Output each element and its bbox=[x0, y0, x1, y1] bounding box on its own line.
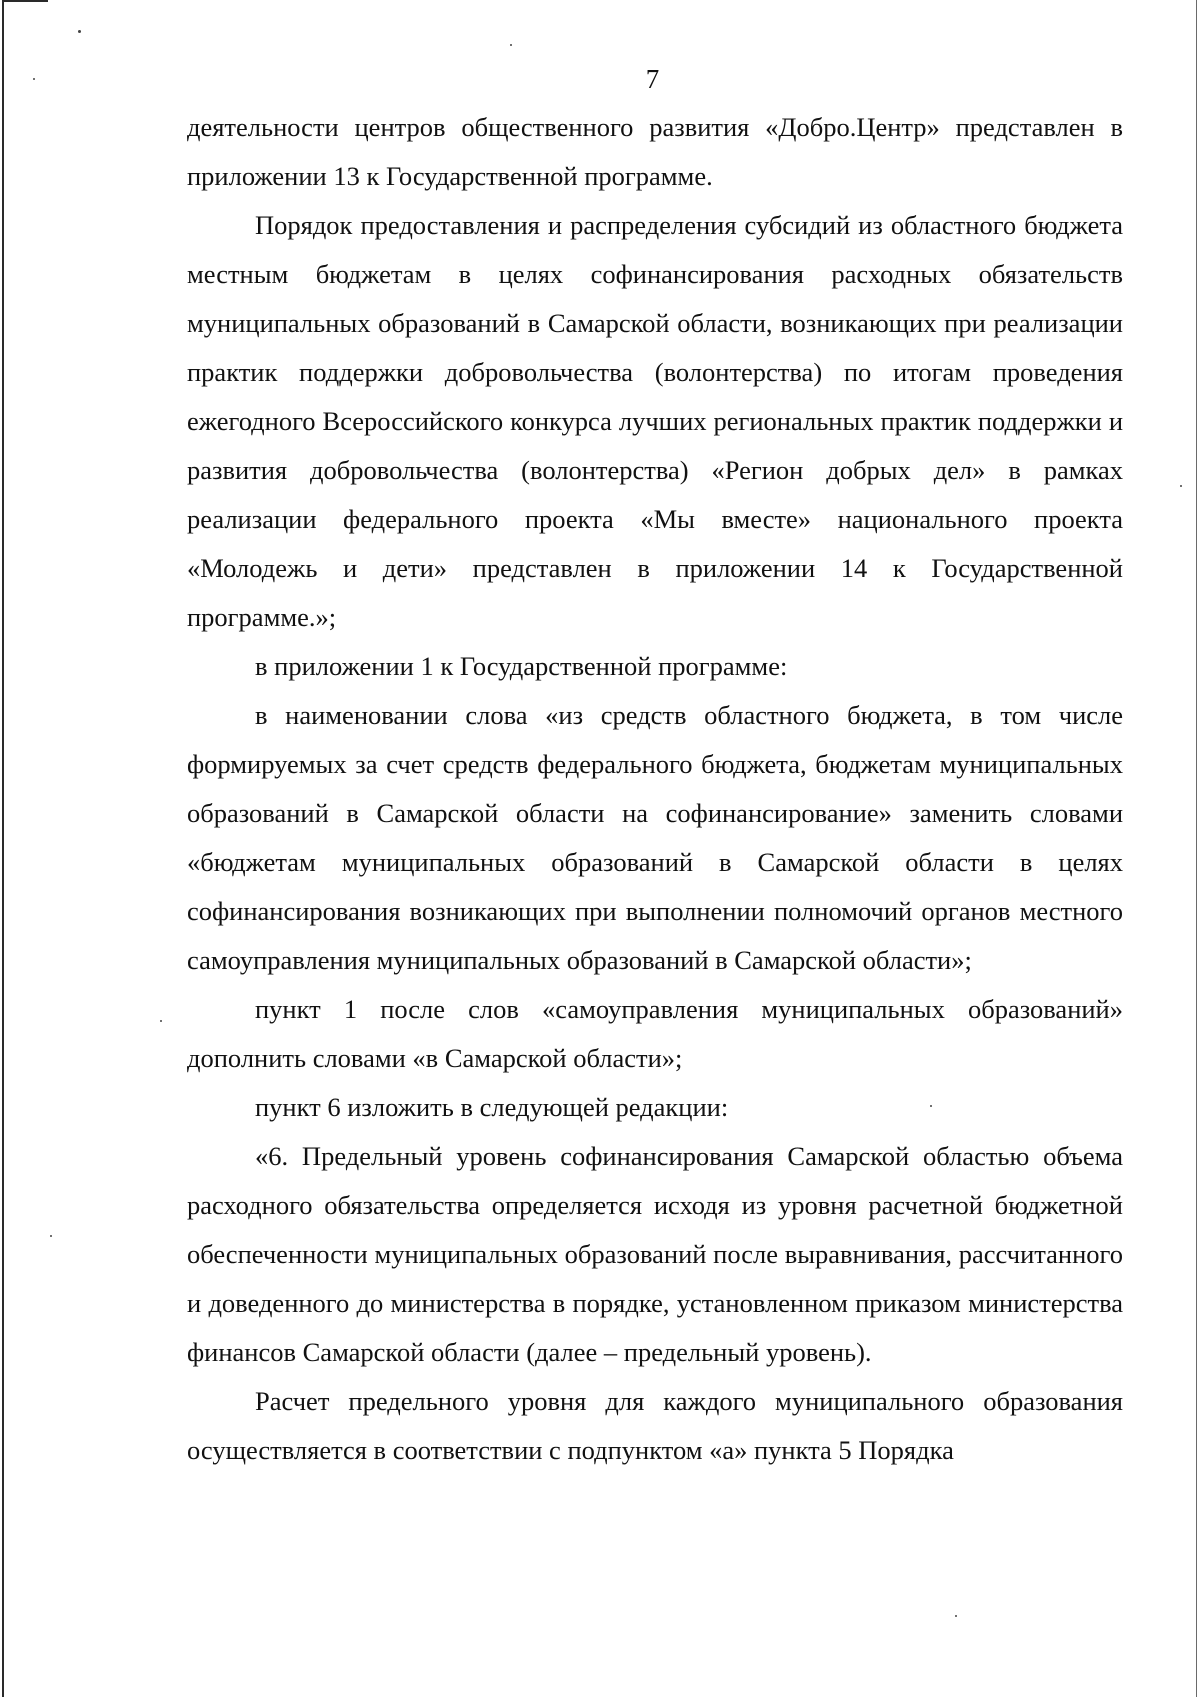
scan-speck bbox=[510, 44, 512, 46]
paragraph: Порядок предоставления и распределения субсидий из областного бюджета местным бюджетам в целях софинансирования расходных обязательств муниципальных образований в Самарской области, возникающих при реализации практик поддержки добровольчества (волонтерства) по итогам проведения ежегодного Всероссийского конкурса лучших региональных практик поддержки и развития добровольчества (волонтерства) «Регион добрых дел» в рамках реализации федерального проекта «Мы вместе» национального проекта «Молодежь и дети» представлен в приложении 14 к Государственной программе.»; bbox=[187, 210, 1123, 632]
scan-speck bbox=[955, 1615, 957, 1617]
document-body bbox=[187, 103, 1123, 1475]
paragraph: в приложении 1 к Государственной программе: bbox=[255, 651, 788, 681]
page-number: 7 bbox=[645, 64, 660, 94]
paragraph-continuation: деятельности центров общественного развития «Добро.Центр» представлен в приложении 13 к Государственной программе. bbox=[187, 112, 1123, 191]
scan-edge-left bbox=[2, 0, 4, 1697]
scan-corner-mark bbox=[4, 0, 48, 2]
scan-edge-right bbox=[1196, 0, 1197, 1697]
scan-speck bbox=[78, 30, 81, 33]
paragraph: Расчет предельного уровня для каждого муниципального образования осуществляется в соответствии с подпунктом «а» пункта 5 Порядка bbox=[187, 1386, 1123, 1465]
scan-speck bbox=[160, 1020, 162, 1022]
paragraph: пункт 1 после слов «самоуправления муниципальных образований» дополнить словами «в Самарской области»; bbox=[187, 994, 1123, 1073]
scan-speck bbox=[1180, 485, 1182, 487]
scan-speck bbox=[50, 1235, 52, 1237]
paragraph: «6. Предельный уровень софинансирования Самарской областью объема расходного обязательства определяется исходя из уровня расчетной бюджетной обеспеченности муниципальных образований после выравнивания, рассчитанного и доведенного до министерства в порядке, установленном приказом министерства финансов Самарской области (далее – предельный уровень). bbox=[187, 1141, 1123, 1367]
paragraph: в наименовании слова «из средств областного бюджета, в том числе формируемых за счет средств федерального бюджета, бюджетам муниципальных образований в Самарской области на софинансирование» заменить словами «бюджетам муниципальных образований в Самарской области в целях софинансирования возникающих при выполнении полномочий органов местного самоуправления муниципальных образований в Самарской области»; bbox=[187, 700, 1123, 975]
paragraph: пункт 6 изложить в следующей редакции: bbox=[255, 1092, 729, 1122]
